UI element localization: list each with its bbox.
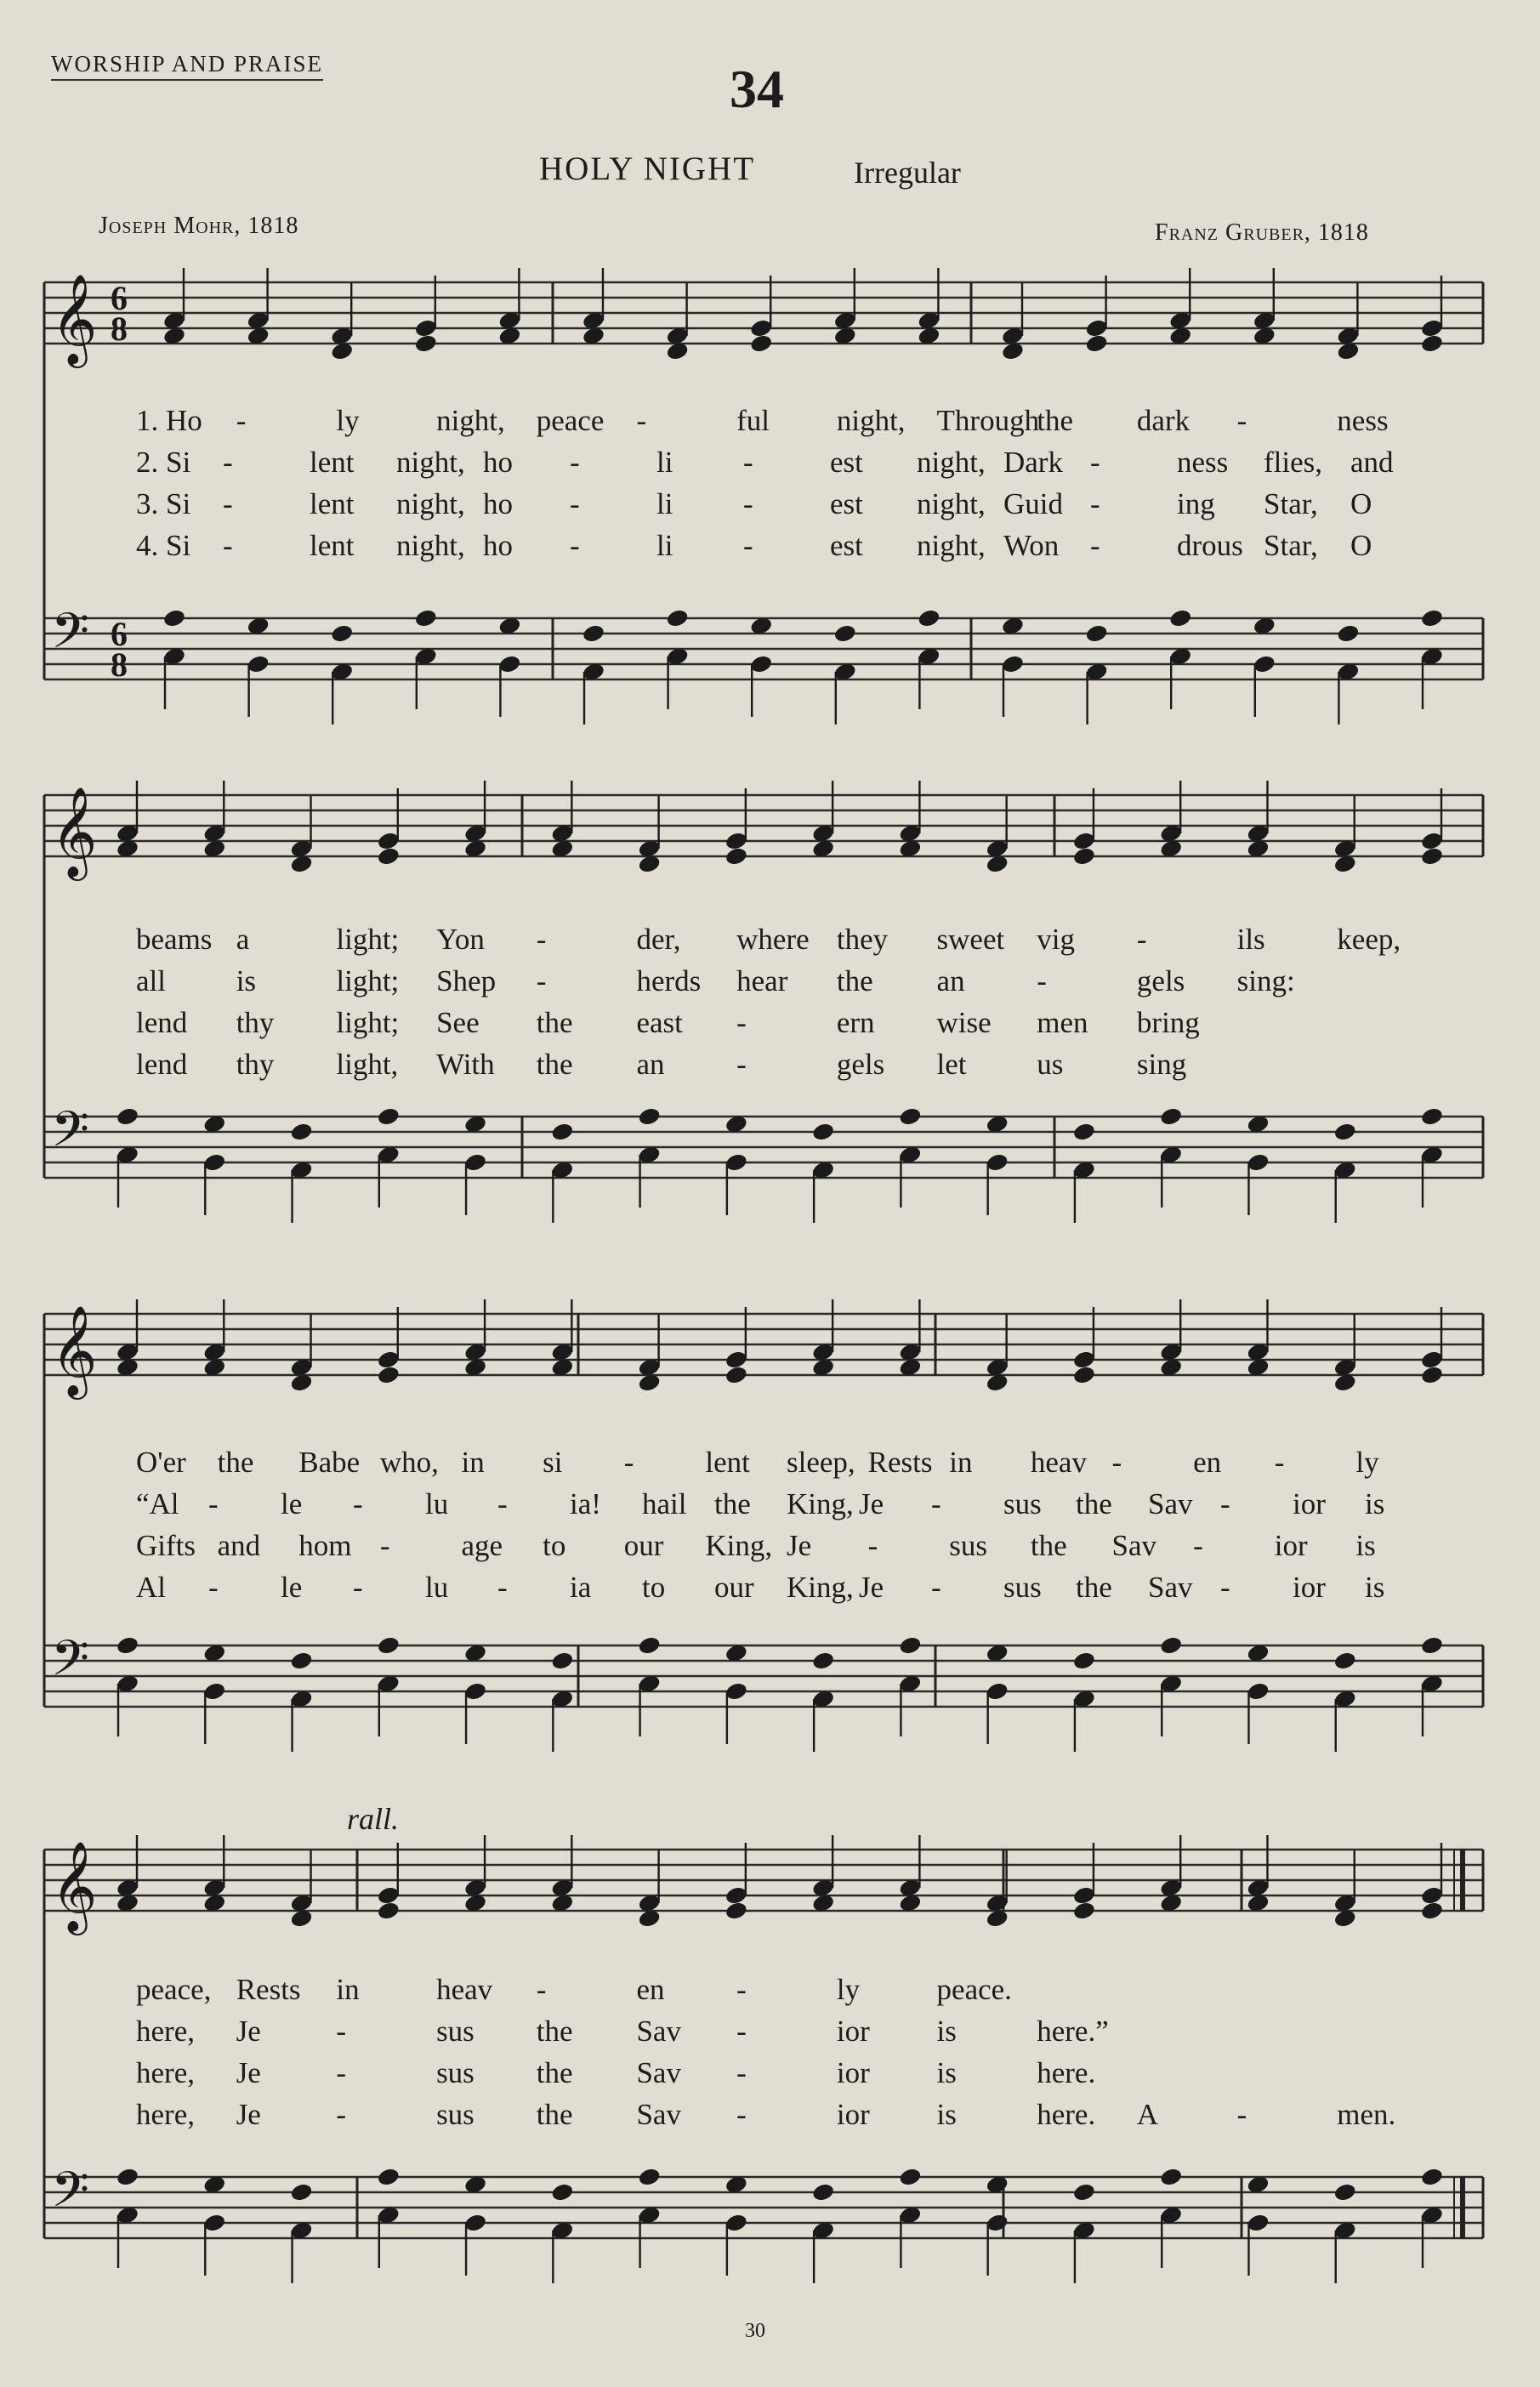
treble-clef-icon: 𝄞 — [51, 786, 98, 877]
lyric-syllable: here. — [1037, 2056, 1096, 2089]
tempo-marking: rall. — [347, 1802, 400, 1836]
lyric-syllable: heav — [1030, 1446, 1087, 1479]
note-head — [377, 1635, 401, 1656]
lyric-syllable: the — [536, 2056, 573, 2089]
lyric-syllable: Star, — [1264, 487, 1318, 520]
note-head — [550, 1122, 574, 1142]
lyric-syllable: our — [714, 1571, 754, 1604]
note-head — [1072, 846, 1096, 867]
lyric-syllable: and — [1350, 446, 1394, 479]
lyric-syllable: sus — [1003, 1571, 1042, 1604]
lyric-syllable: ho — [483, 529, 513, 562]
lyric-syllable: - — [208, 1571, 219, 1604]
note-head — [377, 2167, 401, 2187]
lyric-syllable: sweet — [936, 923, 1005, 956]
note-head — [289, 2182, 313, 2202]
lyric-syllable: the — [536, 1048, 573, 1081]
lyric-syllable: drous — [1177, 529, 1243, 562]
lyric-syllable: - — [736, 1006, 747, 1039]
lyric-syllable: ho — [483, 446, 513, 479]
note-head — [898, 1106, 922, 1127]
lyric-syllable: Won — [1003, 529, 1060, 562]
note-head — [414, 333, 438, 354]
lyric-syllable: li — [656, 487, 673, 520]
lyric-syllable: heav — [436, 1973, 493, 2006]
lyric-syllable: is — [936, 2098, 957, 2131]
lyric-syllable: the — [836, 964, 873, 997]
lyric-syllable: light; — [336, 964, 400, 997]
note-head — [1072, 1651, 1096, 1671]
lyric-syllable: here, — [136, 2056, 195, 2089]
lyric-syllable: - — [497, 1487, 508, 1520]
time-signature: 6 — [111, 279, 128, 317]
time-signature: 8 — [111, 645, 128, 684]
lyric-syllable: - — [536, 964, 547, 997]
lyric-syllable: - — [336, 2056, 347, 2089]
lyric-syllable: thy — [236, 1006, 275, 1039]
lyric-syllable: - — [623, 1446, 634, 1479]
lyric-syllable: le — [281, 1487, 303, 1520]
lyric-syllable: in — [336, 1973, 360, 2006]
lyric-syllable: King, — [705, 1529, 773, 1562]
lyric-syllable: the — [1076, 1571, 1112, 1604]
lyric-syllable: sus — [1003, 1487, 1042, 1520]
lyric-syllable: - — [1193, 1529, 1203, 1562]
lyric-syllable: a — [236, 923, 250, 956]
note-head — [289, 1651, 313, 1671]
lyric-syllable: ior — [1293, 1487, 1326, 1520]
lyric-syllable: - — [743, 487, 753, 520]
lyric-syllable: us — [1037, 1048, 1064, 1081]
lyric-syllable: A — [1136, 2098, 1159, 2131]
lyric-syllable: ly — [1355, 1446, 1379, 1479]
lyric-syllable: here. — [1037, 2098, 1096, 2131]
bass-staff — [44, 2177, 1483, 2238]
note-head — [1159, 1106, 1183, 1127]
note-head — [1333, 2182, 1357, 2202]
lyric-syllable: the — [1076, 1487, 1112, 1520]
lyric-syllable: 1. Ho — [136, 404, 202, 437]
note-head — [1420, 1635, 1444, 1656]
lyric-syllable: Sav — [1148, 1487, 1193, 1520]
lyric-syllable: hail — [642, 1487, 687, 1520]
lyric-syllable: beams — [136, 923, 213, 956]
lyric-syllable: the — [714, 1487, 751, 1520]
bass-staff — [44, 1645, 1483, 1707]
lyric-syllable: Sav — [1148, 1571, 1193, 1604]
lyric-syllable: ior — [1274, 1529, 1308, 1562]
lyric-syllable: sing — [1136, 1048, 1187, 1081]
lyric-syllable: night, — [396, 446, 465, 479]
lyric-syllable: sus — [949, 1529, 987, 1562]
note-head — [116, 1635, 139, 1656]
section-label: WORSHIP AND PRAISE — [51, 51, 323, 81]
lyric-syllable: Je — [859, 1571, 884, 1604]
lyric-syllable: peace, — [136, 1973, 212, 2006]
lyric-syllable: night, — [836, 404, 906, 437]
lyric-syllable: en — [1193, 1446, 1222, 1479]
time-signature: 6 — [111, 615, 128, 653]
lyric-syllable: Je — [236, 2098, 261, 2131]
note-head — [1072, 1122, 1096, 1142]
lyric-syllable: ly — [836, 1973, 861, 2006]
lyric-syllable: - — [931, 1571, 941, 1604]
lyric-syllable: ing — [1177, 487, 1215, 520]
lyric-syllable: - — [570, 446, 580, 479]
lyric-syllable: lu — [425, 1487, 449, 1520]
lyric-syllable: - — [1236, 2098, 1247, 2131]
note-head — [725, 1365, 748, 1385]
lyric-syllable: lend — [136, 1048, 188, 1081]
note-head — [833, 623, 857, 644]
note-head — [637, 1635, 661, 1656]
lyric-syllable: who, — [379, 1446, 439, 1479]
lyric-syllable: sleep, — [787, 1446, 855, 1479]
note-head — [725, 1901, 748, 1921]
lyric-syllable: in — [461, 1446, 485, 1479]
lyric-syllable: keep, — [1337, 923, 1401, 956]
lyric-syllable: ia! — [570, 1487, 601, 1520]
lyric-syllable: - — [1037, 964, 1047, 997]
lyric-syllable: - — [1220, 1487, 1230, 1520]
lyric-syllable: - — [736, 2056, 747, 2089]
note-head — [377, 1365, 401, 1385]
lyric-syllable: O — [1350, 529, 1372, 562]
lyric-syllable: 4. Si — [136, 529, 191, 562]
lyric-syllable: the — [536, 2015, 573, 2048]
lyric-syllable: an — [636, 1048, 665, 1081]
lyric-syllable: - — [353, 1571, 363, 1604]
lyric-syllable: est — [830, 487, 863, 520]
lyric-syllable: Sav — [636, 2098, 681, 2131]
lyric-syllable: - — [353, 1487, 363, 1520]
note-head — [811, 1651, 835, 1671]
note-head — [637, 1106, 661, 1127]
lyric-syllable: est — [830, 529, 863, 562]
lyric-syllable: - — [1236, 404, 1247, 437]
lyric-syllable: hear — [736, 964, 788, 997]
lyric-syllable: light, — [336, 1048, 399, 1081]
lyric-syllable: - — [736, 1048, 747, 1081]
note-head — [1333, 1122, 1357, 1142]
lyric-syllable: night, — [917, 487, 986, 520]
lyric-syllable: - — [1136, 923, 1147, 956]
lyric-syllable: night, — [396, 487, 465, 520]
note-head — [1072, 1901, 1096, 1921]
lyric-syllable: lent — [705, 1446, 750, 1479]
lyric-syllable: - — [236, 404, 247, 437]
treble-clef-icon: 𝄞 — [51, 1840, 98, 1931]
lyric-syllable: to — [543, 1529, 566, 1562]
lyric-syllable: is — [236, 964, 257, 997]
lyric-syllable: Je — [236, 2056, 261, 2089]
lyric-syllable: - — [1090, 487, 1100, 520]
lyric-syllable: lent — [310, 529, 355, 562]
lyric-syllable: night, — [436, 404, 505, 437]
lyric-syllable: King, — [787, 1571, 854, 1604]
words-credit: Joseph Mohr, 1818 — [99, 213, 299, 239]
note-head — [116, 2167, 139, 2187]
lyric-syllable: ia — [570, 1571, 592, 1604]
lyric-syllable: the — [217, 1446, 254, 1479]
lyric-syllable: ern — [836, 1006, 875, 1039]
lyric-syllable: Je — [859, 1487, 884, 1520]
lyric-syllable: let — [936, 1048, 967, 1081]
lyric-syllable: ior — [836, 2098, 870, 2131]
note-head — [898, 1635, 922, 1656]
lyric-syllable: ior — [1293, 1571, 1326, 1604]
lyric-syllable: Je — [787, 1529, 812, 1562]
lyric-syllable: - — [336, 2098, 347, 2131]
lyric-syllable: light; — [336, 1006, 400, 1039]
lyric-syllable: in — [949, 1446, 973, 1479]
lyric-syllable: is — [1365, 1487, 1385, 1520]
lyric-syllable: gels — [1136, 964, 1185, 997]
lyric-syllable: is — [936, 2056, 957, 2089]
lyric-syllable: Rests — [867, 1446, 933, 1479]
hymn-title: HOLY NIGHT — [539, 151, 756, 187]
note-head — [917, 608, 940, 628]
lyric-syllable: See — [436, 1006, 480, 1039]
lyric-syllable: Through — [936, 404, 1040, 437]
note-head — [1420, 333, 1444, 354]
lyric-syllable: - — [736, 2015, 747, 2048]
lyric-syllable: - — [743, 529, 753, 562]
hymn-number: 34 — [730, 59, 784, 119]
note-head — [116, 1106, 139, 1127]
lyric-syllable: - — [1090, 446, 1100, 479]
note-head — [811, 2182, 835, 2202]
time-signature: 8 — [111, 310, 128, 348]
note-head — [550, 2182, 574, 2202]
lyric-syllable: is — [1355, 1529, 1376, 1562]
note-head — [1420, 2167, 1444, 2187]
note-head — [1333, 1651, 1357, 1671]
note-head — [898, 2167, 922, 2187]
lyric-syllable: - — [1220, 1571, 1230, 1604]
lyric-syllable: gels — [836, 1048, 885, 1081]
lyric-syllable: - — [1090, 529, 1100, 562]
lyric-syllable: - — [536, 1973, 547, 2006]
lyric-syllable: lent — [310, 446, 355, 479]
lyric-syllable: Sav — [636, 2056, 681, 2089]
lyric-syllable: O — [1350, 487, 1372, 520]
note-head — [162, 608, 186, 628]
note-head — [377, 1106, 401, 1127]
lyric-syllable: lent — [310, 487, 355, 520]
music-credit: Franz Gruber, 1818 — [1155, 219, 1369, 246]
note-head — [1420, 608, 1444, 628]
lyric-syllable: en — [636, 1973, 665, 2006]
lyric-syllable: 2. Si — [136, 446, 191, 479]
treble-clef-icon: 𝄞 — [51, 273, 98, 364]
lyric-syllable: night, — [917, 529, 986, 562]
lyric-syllable: - — [223, 529, 233, 562]
lyric-syllable: peace. — [936, 1973, 1012, 2006]
lyric-syllable: herds — [636, 964, 702, 997]
note-head — [1159, 2167, 1183, 2187]
lyric-syllable: the — [536, 2098, 573, 2131]
lyric-syllable: age — [461, 1529, 503, 1562]
lyric-syllable: ior — [836, 2056, 870, 2089]
lyric-syllable: - — [736, 1973, 747, 2006]
lyric-syllable: der, — [636, 923, 681, 956]
lyric-syllable: thy — [236, 1048, 275, 1081]
bass-clef-icon: 𝄢 — [51, 1629, 90, 1699]
lyric-syllable: - — [497, 1571, 508, 1604]
lyric-syllable: - — [536, 923, 547, 956]
lyric-syllable: - — [223, 487, 233, 520]
lyric-syllable: - — [931, 1487, 941, 1520]
lyric-syllable: - — [1111, 1446, 1122, 1479]
lyric-syllable: ness — [1177, 446, 1229, 479]
hymn-meter: Irregular — [854, 156, 961, 190]
lyric-syllable: - — [636, 404, 647, 437]
lyric-syllable: sus — [436, 2015, 475, 2048]
note-head — [1420, 1365, 1444, 1385]
lyric-syllable: flies, — [1264, 446, 1323, 479]
lyric-syllable: wise — [936, 1006, 992, 1039]
note-head — [1168, 608, 1192, 628]
note-head — [1420, 1106, 1444, 1127]
note-head — [1072, 2182, 1096, 2202]
lyric-syllable: ness — [1337, 404, 1389, 437]
lyric-syllable: ior — [836, 2015, 870, 2048]
lyric-syllable: Star, — [1264, 529, 1318, 562]
lyric-syllable: Rests — [236, 1973, 301, 2006]
lyric-syllable: is — [936, 2015, 957, 2048]
lyric-syllable: night, — [396, 529, 465, 562]
bass-clef-icon: 𝄢 — [51, 602, 90, 672]
note-head — [637, 2167, 661, 2187]
lyric-syllable: bring — [1136, 1006, 1200, 1039]
lyric-syllable: est — [830, 446, 863, 479]
lyric-syllable: - — [570, 487, 580, 520]
lyric-syllable: ly — [336, 404, 360, 437]
lyric-syllable: here.” — [1037, 2015, 1109, 2048]
treble-clef-icon: 𝄞 — [51, 1304, 98, 1395]
lyric-syllable: to — [642, 1571, 666, 1604]
note-head — [289, 1122, 313, 1142]
note-head — [377, 1901, 401, 1921]
lyric-syllable: the — [536, 1006, 573, 1039]
lyric-syllable: - — [867, 1529, 878, 1562]
lyric-syllable: men. — [1337, 2098, 1396, 2131]
lyric-syllable: 3. Si — [136, 487, 191, 520]
lyric-syllable: si — [543, 1446, 563, 1479]
lyric-syllable: O'er — [136, 1446, 186, 1479]
lyric-syllable: night, — [917, 446, 986, 479]
lyric-syllable: and — [217, 1529, 261, 1562]
lyric-syllable: li — [656, 446, 673, 479]
lyric-syllable: - — [570, 529, 580, 562]
lyric-syllable: sing: — [1236, 964, 1295, 997]
lyric-syllable: our — [623, 1529, 664, 1562]
lyric-syllable: - — [379, 1529, 390, 1562]
note-head — [1072, 1365, 1096, 1385]
lyric-syllable: peace — [536, 404, 605, 437]
note-head — [811, 1122, 835, 1142]
note-head — [1084, 333, 1108, 354]
lyric-syllable: Gifts — [136, 1529, 196, 1562]
lyric-syllable: With — [436, 1048, 495, 1081]
lyric-syllable: the — [1030, 1529, 1067, 1562]
lyric-syllable: ful — [736, 404, 770, 437]
note-head — [1084, 623, 1108, 644]
lyric-syllable: is — [1365, 1571, 1385, 1604]
lyric-syllable: lend — [136, 1006, 188, 1039]
lyric-syllable: - — [1274, 1446, 1285, 1479]
lyric-syllable: dark — [1136, 404, 1191, 437]
lyric-syllable: - — [743, 446, 753, 479]
lyric-syllable: Shep — [436, 964, 497, 997]
page-number: 30 — [745, 2320, 765, 2342]
lyric-syllable: Je — [236, 2015, 261, 2048]
note-head — [377, 846, 401, 867]
lyric-syllable: King, — [787, 1487, 854, 1520]
note-head — [582, 623, 605, 644]
note-head — [330, 623, 354, 644]
note-head — [414, 608, 438, 628]
lyric-syllable: Babe — [298, 1446, 361, 1479]
lyric-syllable: Sav — [1111, 1529, 1156, 1562]
lyric-syllable: men — [1037, 1006, 1088, 1039]
lyric-syllable: vig — [1037, 923, 1075, 956]
lyric-syllable: light; — [336, 923, 400, 956]
lyric-syllable: - — [208, 1487, 219, 1520]
lyric-syllable: - — [736, 2098, 747, 2131]
lyric-syllable: Yon — [436, 923, 485, 956]
bass-staff — [44, 1117, 1483, 1178]
note-head — [749, 333, 773, 354]
lyric-syllable: here, — [136, 2098, 195, 2131]
lyric-syllable: the — [1037, 404, 1073, 437]
lyric-syllable: Sav — [636, 2015, 681, 2048]
lyric-syllable: Al — [136, 1571, 166, 1604]
lyric-syllable: where — [736, 923, 810, 956]
note-head — [1159, 1635, 1183, 1656]
lyric-syllable: an — [936, 964, 965, 997]
lyric-syllable: they — [836, 923, 889, 956]
lyric-syllable: - — [336, 2015, 347, 2048]
lyric-syllable: Guid — [1003, 487, 1063, 520]
note-head — [1420, 1901, 1444, 1921]
note-head — [1336, 623, 1360, 644]
lyric-syllable: li — [656, 529, 673, 562]
lyric-syllable: hom — [298, 1529, 352, 1562]
lyric-syllable: le — [281, 1571, 303, 1604]
lyric-syllable: “Al — [136, 1487, 179, 1520]
lyric-syllable: ho — [483, 487, 513, 520]
note-head — [725, 846, 748, 867]
lyric-syllable: - — [223, 446, 233, 479]
lyric-syllable: sus — [436, 2098, 475, 2131]
note-head — [665, 608, 689, 628]
note-head — [1420, 846, 1444, 867]
lyric-syllable: Dark — [1003, 446, 1063, 479]
lyric-syllable: all — [136, 964, 166, 997]
lyric-syllable: here, — [136, 2015, 195, 2048]
note-head — [550, 1651, 574, 1671]
lyric-syllable: lu — [425, 1571, 449, 1604]
lyric-syllable: ils — [1236, 923, 1265, 956]
bass-clef-icon: 𝄢 — [51, 1100, 90, 1170]
lyric-syllable: east — [636, 1006, 683, 1039]
lyric-syllable: sus — [436, 2056, 475, 2089]
bass-clef-icon: 𝄢 — [51, 2161, 90, 2231]
